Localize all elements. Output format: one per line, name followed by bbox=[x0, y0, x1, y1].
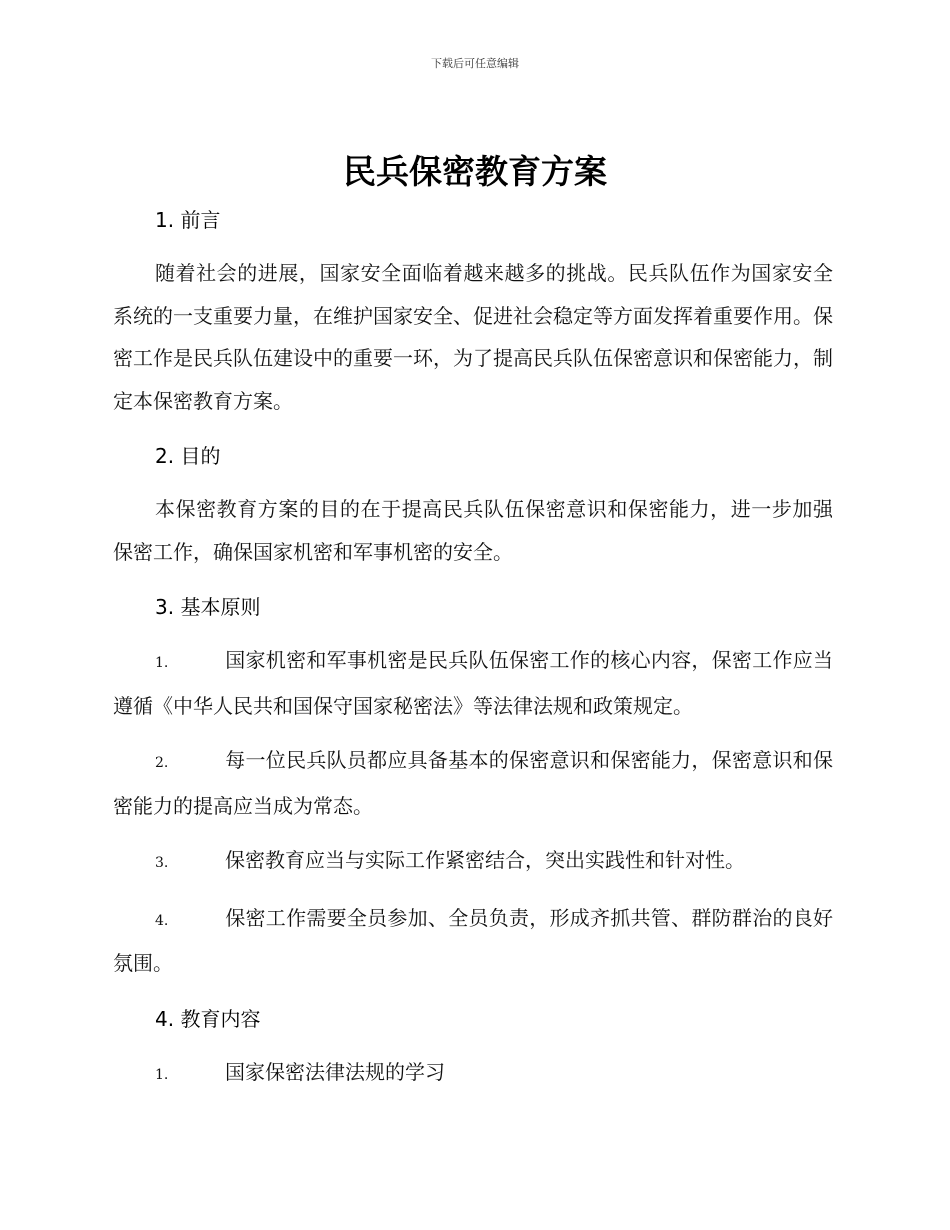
list-item-text: 国家机密和军事机密是民兵队伍保密工作的核心内容，保密工作应当遵循《中华人民共和国保守国家秘密法》等法律法规和政策规定。 bbox=[113, 648, 833, 718]
section-heading-purpose: 2. 目的 bbox=[155, 444, 221, 468]
list-item-text: 国家保密法律法规的学习 bbox=[225, 1059, 445, 1084]
list-item-text: 保密教育应当与实际工作紧密结合，突出实践性和针对性。 bbox=[225, 848, 745, 872]
list-number: 1. bbox=[155, 1066, 169, 1083]
preface-paragraph: 随着社会的进展，国家安全面临着越来越多的挑战。民兵队伍作为国家安全系统的一支重要力量，在维护国家安全、促进社会稳定等方面发挥着重要作用。保密工作是民兵队伍建设中的重要一环，为了提高民兵队伍保密意识和保密能力，制定本保密教育方案。 bbox=[113, 261, 833, 413]
principle-item-3 bbox=[113, 839, 833, 885]
document-title: 民兵保密教育方案 bbox=[343, 152, 607, 191]
principle-item-2 bbox=[113, 739, 833, 827]
list-number: 2. bbox=[155, 755, 169, 771]
list-item-text: 保密工作需要全员参加、全员负责，形成齐抓共管、群防群治的良好氛围。 bbox=[113, 905, 833, 975]
list-number: 4. bbox=[155, 912, 169, 929]
list-number: 1. bbox=[155, 655, 169, 671]
education-item-1 bbox=[113, 1051, 833, 1097]
list-item-text: 每一位民兵队员都应具备基本的保密意识和保密能力，保密意识和保密能力的提高应当成为常态。 bbox=[113, 748, 833, 818]
section-heading-education-content: 4. 教育内容 bbox=[155, 1006, 261, 1031]
page-header-note: 下载后可任意编辑 bbox=[431, 57, 519, 70]
principle-item-4 bbox=[113, 897, 833, 985]
section-heading-principles: 3. 基本原则 bbox=[155, 595, 261, 619]
list-number: 3. bbox=[155, 855, 169, 871]
principle-item-1 bbox=[113, 639, 833, 727]
document-body bbox=[113, 200, 833, 1096]
section-heading-preface: 1. 前言 bbox=[155, 208, 221, 232]
purpose-paragraph: 本保密教育方案的目的在于提高民兵队伍保密意识和保密能力，进一步加强保密工作，确保国家机密和军事机密的安全。 bbox=[113, 497, 833, 564]
